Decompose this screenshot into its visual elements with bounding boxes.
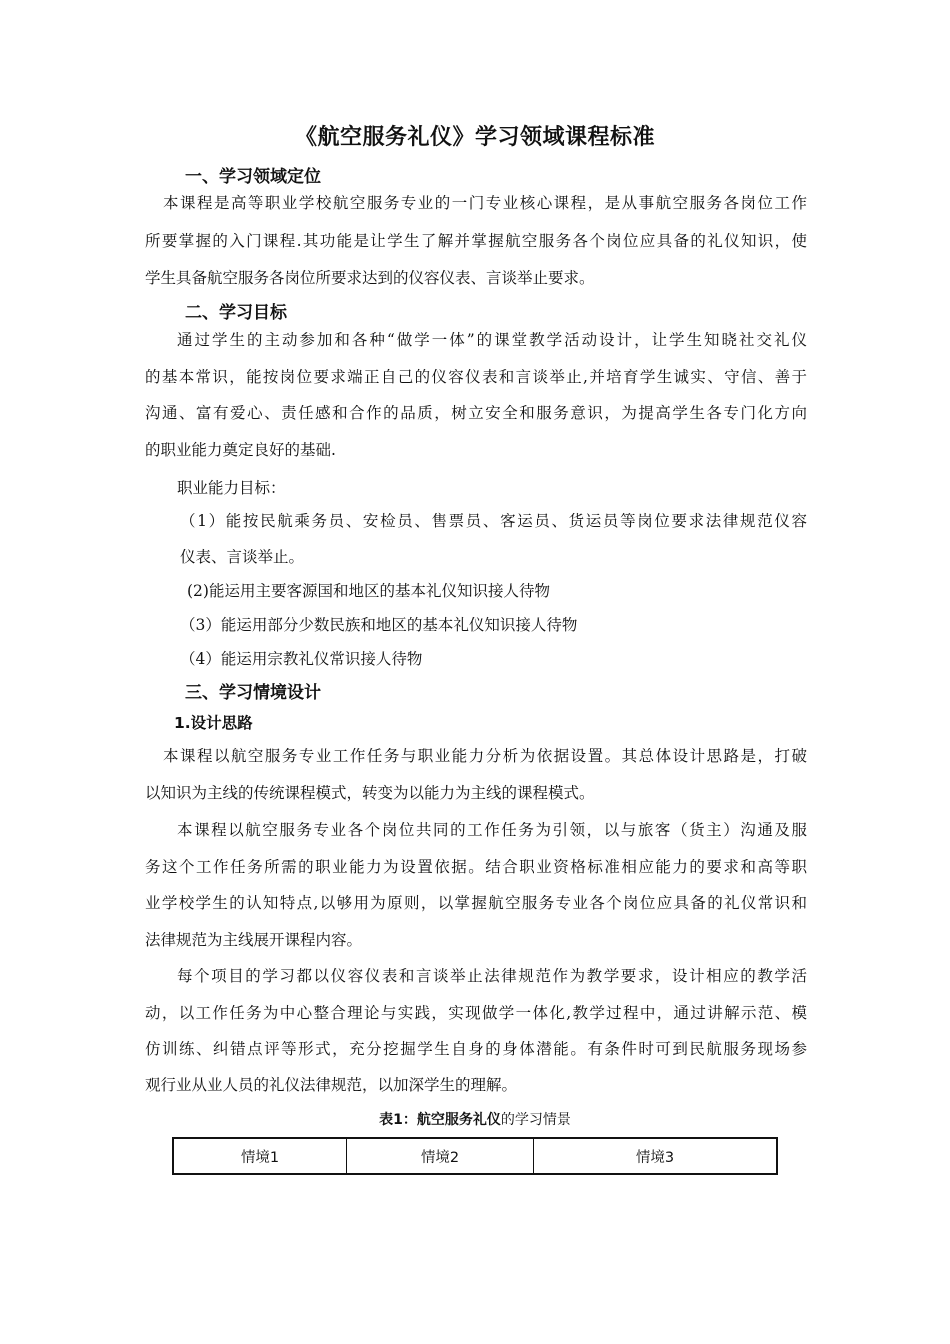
situation-table <box>172 1137 778 1175</box>
section-heading-2: 二、学习目标 <box>185 303 287 323</box>
goals-label: 职业能力目标： <box>177 479 286 497</box>
goal-item: （3）能运用部分少数民族和地区的基本礼仪知识接人待物 <box>180 616 578 634</box>
paragraph-line: 通过学生的主动参加和各种“做学一体”的课堂教学活动设计，让学生知晓社交礼仪 <box>177 331 807 349</box>
paragraph-line: 本课程以航空服务专业各个岗位共同的工作任务为引领，以与旅客（货主）沟通及服 <box>177 821 807 839</box>
paragraph-line: 学生具备航空服务各岗位所要求达到的仪容仪表、言谈举止要求。 <box>145 269 595 287</box>
paragraph-line: 务这个工作任务所需的职业能力为设置依据。结合职业资格标准相应能力的要求和高等职 <box>145 858 807 876</box>
paragraph-line: 沟通、富有爱心、责任感和合作的品质，树立安全和服务意识，为提高学生各专门化方向 <box>145 404 807 422</box>
paragraph-line: 以知识为主线的传统课程模式，转变为以能力为主线的课程模式。 <box>145 784 595 802</box>
section-heading-1: 一、学习领域定位 <box>185 167 321 187</box>
paragraph-line: 每个项目的学习都以仪容仪表和言谈举止法律规范作为教学要求，设计相应的教学活 <box>177 967 807 985</box>
table-caption-text: 的学习情景 <box>500 1112 571 1128</box>
paragraph-line: 所要掌握的入门课程.其功能是让学生了解并掌握航空服务各个岗位应具备的礼仪知识，使 <box>145 232 807 250</box>
goal-item: (2)能运用主要客源国和地区的基本礼仪知识接人待物 <box>187 582 550 600</box>
paragraph-line: 动，以工作任务为中心整合理论与实践，实现做学一体化,教学过程中，通过讲解示范、模 <box>145 1004 807 1022</box>
paragraph-line: 观行业从业人员的礼仪法律规范，以加深学生的理解。 <box>145 1076 518 1094</box>
table-header-cell: 情境2 <box>347 1138 534 1174</box>
table-header-cell: 情境1 <box>173 1138 347 1174</box>
table-caption-label: 表1：航空服务礼仪 <box>379 1112 501 1128</box>
paragraph-line: 本课程以航空服务专业工作任务与职业能力分析为依据设置。其总体设计思路是，打破 <box>163 747 807 765</box>
paragraph-line: 业学校学生的认知特点,以够用为原则，以掌握航空服务专业各个岗位应具备的礼仪常识和 <box>145 894 807 912</box>
table-header-cell: 情境3 <box>534 1138 778 1174</box>
sub-heading: 1.设计思路 <box>174 714 253 732</box>
paragraph-line: 的基本常识，能按岗位要求端正自己的仪容仪表和言谈举止,并培育学生诚实、守信、善于 <box>145 368 807 386</box>
paragraph-line: 仿训练、纠错点评等形式，充分挖掘学生自身的身体潜能。有条件时可到民航服务现场参 <box>145 1040 807 1058</box>
table-caption <box>0 1109 950 1129</box>
goal-item: （4）能运用宗教礼仪常识接人待物 <box>180 650 423 668</box>
paragraph-line: 本课程是高等职业学校航空服务专业的一门专业核心课程，是从事航空服务各岗位工作 <box>163 194 807 212</box>
goal-item: 仪表、言谈举止。 <box>180 548 305 566</box>
goal-item: （1）能按民航乘务员、安检员、售票员、客运员、货运员等岗位要求法律规范仪容 <box>180 512 807 530</box>
paragraph-line: 的职业能力奠定良好的基础. <box>145 441 336 459</box>
paragraph-line: 法律规范为主线展开课程内容。 <box>145 931 363 949</box>
section-heading-3: 三、学习情境设计 <box>185 683 321 703</box>
document-title: 《航空服务礼仪》学习领域课程标准 <box>294 125 655 150</box>
table-header-row <box>173 1138 777 1174</box>
